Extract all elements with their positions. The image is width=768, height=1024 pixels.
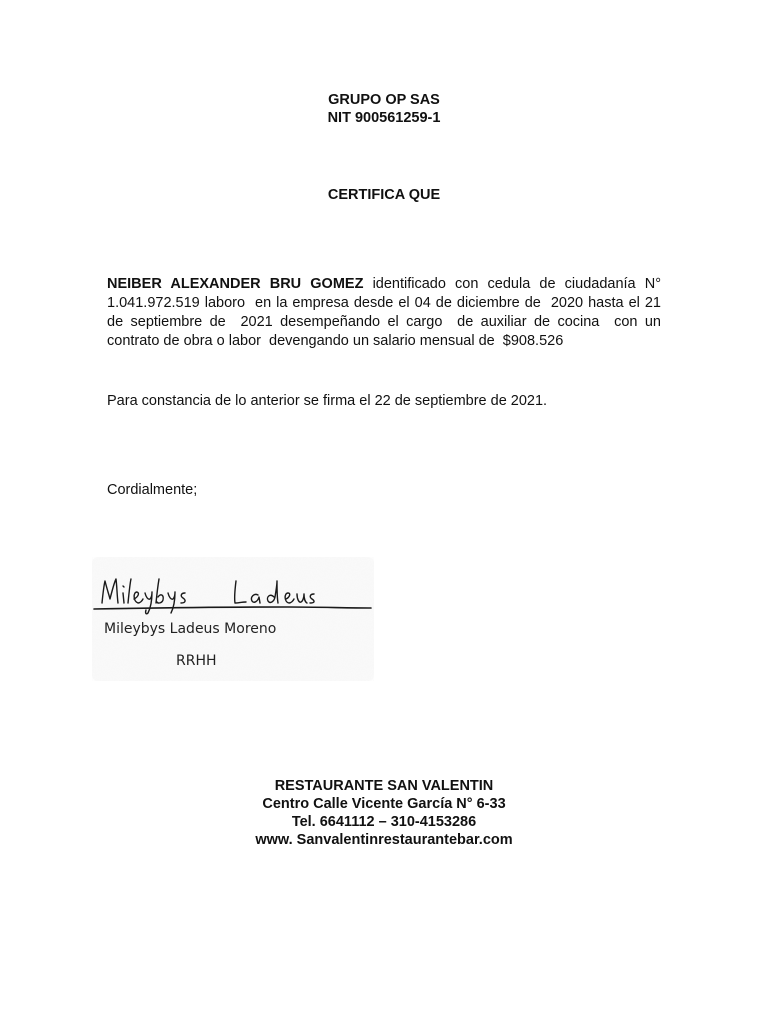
employee-name: NEIBER ALEXANDER BRU GOMEZ	[107, 276, 364, 292]
closing-text: Cordialmente;	[107, 482, 198, 498]
signature-image	[88, 555, 378, 685]
footer-phone: Tel. 6641112 – 310-4153286	[291, 814, 477, 830]
footer-block	[0, 777, 768, 849]
footer-website: www. Sanvalentinrestaurantebar.com	[255, 832, 513, 848]
company-name: GRUPO OP SAS	[328, 92, 440, 108]
signer-name: Mileybys Ladeus Moreno	[104, 621, 277, 637]
company-header	[0, 91, 768, 127]
signature-block	[88, 555, 378, 685]
certificate-body	[107, 275, 666, 351]
constancia-text: Para constancia de lo anterior se firma el 22 de septiembre de 2021.	[107, 393, 548, 409]
footer-address: Centro Calle Vicente García N° 6-33	[262, 796, 506, 812]
footer-restaurant-name: RESTAURANTE SAN VALENTIN	[274, 778, 494, 794]
company-nit: NIT 900561259-1	[327, 110, 441, 126]
certificate-title: CERTIFICA QUE	[327, 187, 441, 203]
signer-role: RRHH	[176, 653, 217, 669]
certificate-body-text: identificado con cedula de ciudadanía N° 1.041.972.519 laboro en la empresa desde el 04 de diciembre de 2020 hasta el 21 de septiembre de 2021 desempeñando el cargo de auxiliar de cocina con un contrato de obra o labor devengando un salario mensual de $908.526	[107, 276, 666, 349]
